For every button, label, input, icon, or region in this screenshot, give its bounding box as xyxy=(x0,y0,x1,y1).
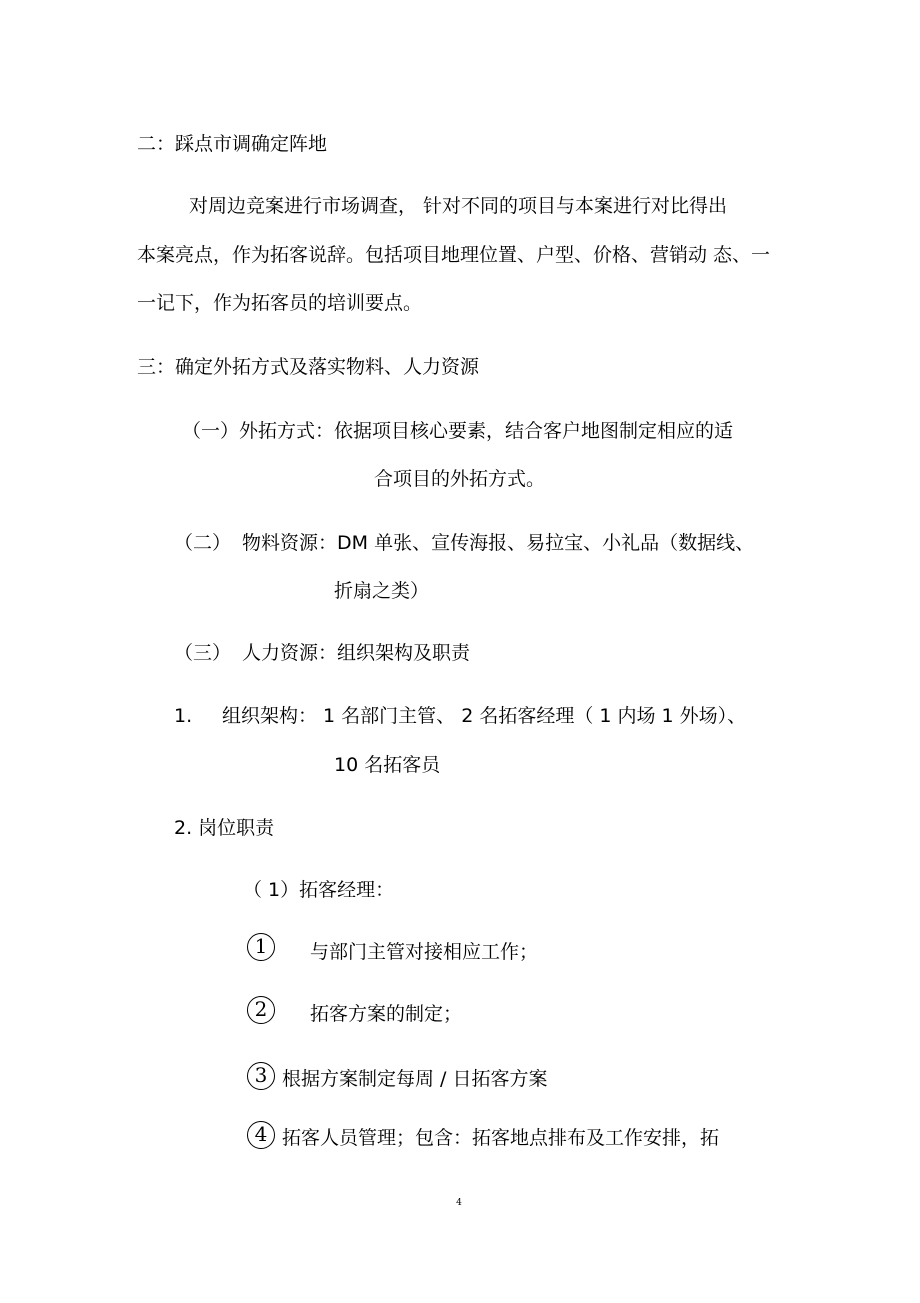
subsection-3-label: （三） xyxy=(174,642,232,664)
subsection-1-line-2: 合项目的外拓方式。 xyxy=(374,468,546,490)
list-item-2: 2. 岗位职责 xyxy=(174,817,275,839)
paragraph-line-3: 一记下，作为拓客员的培训要点。 xyxy=(137,292,423,314)
duty-4-text: 拓客人员管理；包含：拓客地点排布及工作安排，拓 xyxy=(282,1127,720,1149)
circled-number-3-icon: 3 xyxy=(247,1062,275,1090)
duty-1-text: 与部门主管对接相应工作； xyxy=(310,941,539,963)
subsection-1-line-1: （一）外拓方式：依据项目核心要素，结合客户地图制定相应的适 xyxy=(182,420,734,442)
paragraph-line-2: 本案亮点，作为拓客说辞。包括项目地理位置、户型、价格、营销动 态、一 xyxy=(137,244,771,266)
page-number: 4 xyxy=(456,1198,462,1208)
duty-3-text: 根据方案制定每周 / 日拓客方案 xyxy=(282,1068,548,1090)
section-3-heading: 三：确定外拓方式及落实物料、人力资源 xyxy=(137,356,480,378)
subsection-2-line-1: 物料资源：DM 单张、宣传海报、易拉宝、小礼品（数据线、 xyxy=(242,532,755,554)
subsection-2-line-2: 折扇之类） xyxy=(334,580,430,602)
subsection-3-text: 人力资源：组织架构及职责 xyxy=(242,642,471,664)
circled-number-1-icon: 1 xyxy=(247,933,275,961)
subsection-2-label: （二） xyxy=(174,532,232,554)
duty-2-text: 拓客方案的制定； xyxy=(310,1003,463,1025)
circled-number-2-icon: 2 xyxy=(247,996,275,1024)
list-item-1-number: 1. xyxy=(174,705,193,727)
circled-number-4-icon: 4 xyxy=(247,1121,275,1149)
list-item-1-line-1: 组织架构： 1 名部门主管、 2 名拓客经理（ 1 内场 1 外场）、 xyxy=(222,705,747,727)
section-2-heading: 二：踩点市调确定阵地 xyxy=(137,133,328,155)
paragraph-line-1: 对周边竞案进行市场调查， 针对不同的项目与本案进行对比得出 xyxy=(189,195,728,217)
manager-title: （ 1）拓客经理： xyxy=(243,879,395,901)
list-item-1-line-2: 10 名拓客员 xyxy=(334,754,441,776)
